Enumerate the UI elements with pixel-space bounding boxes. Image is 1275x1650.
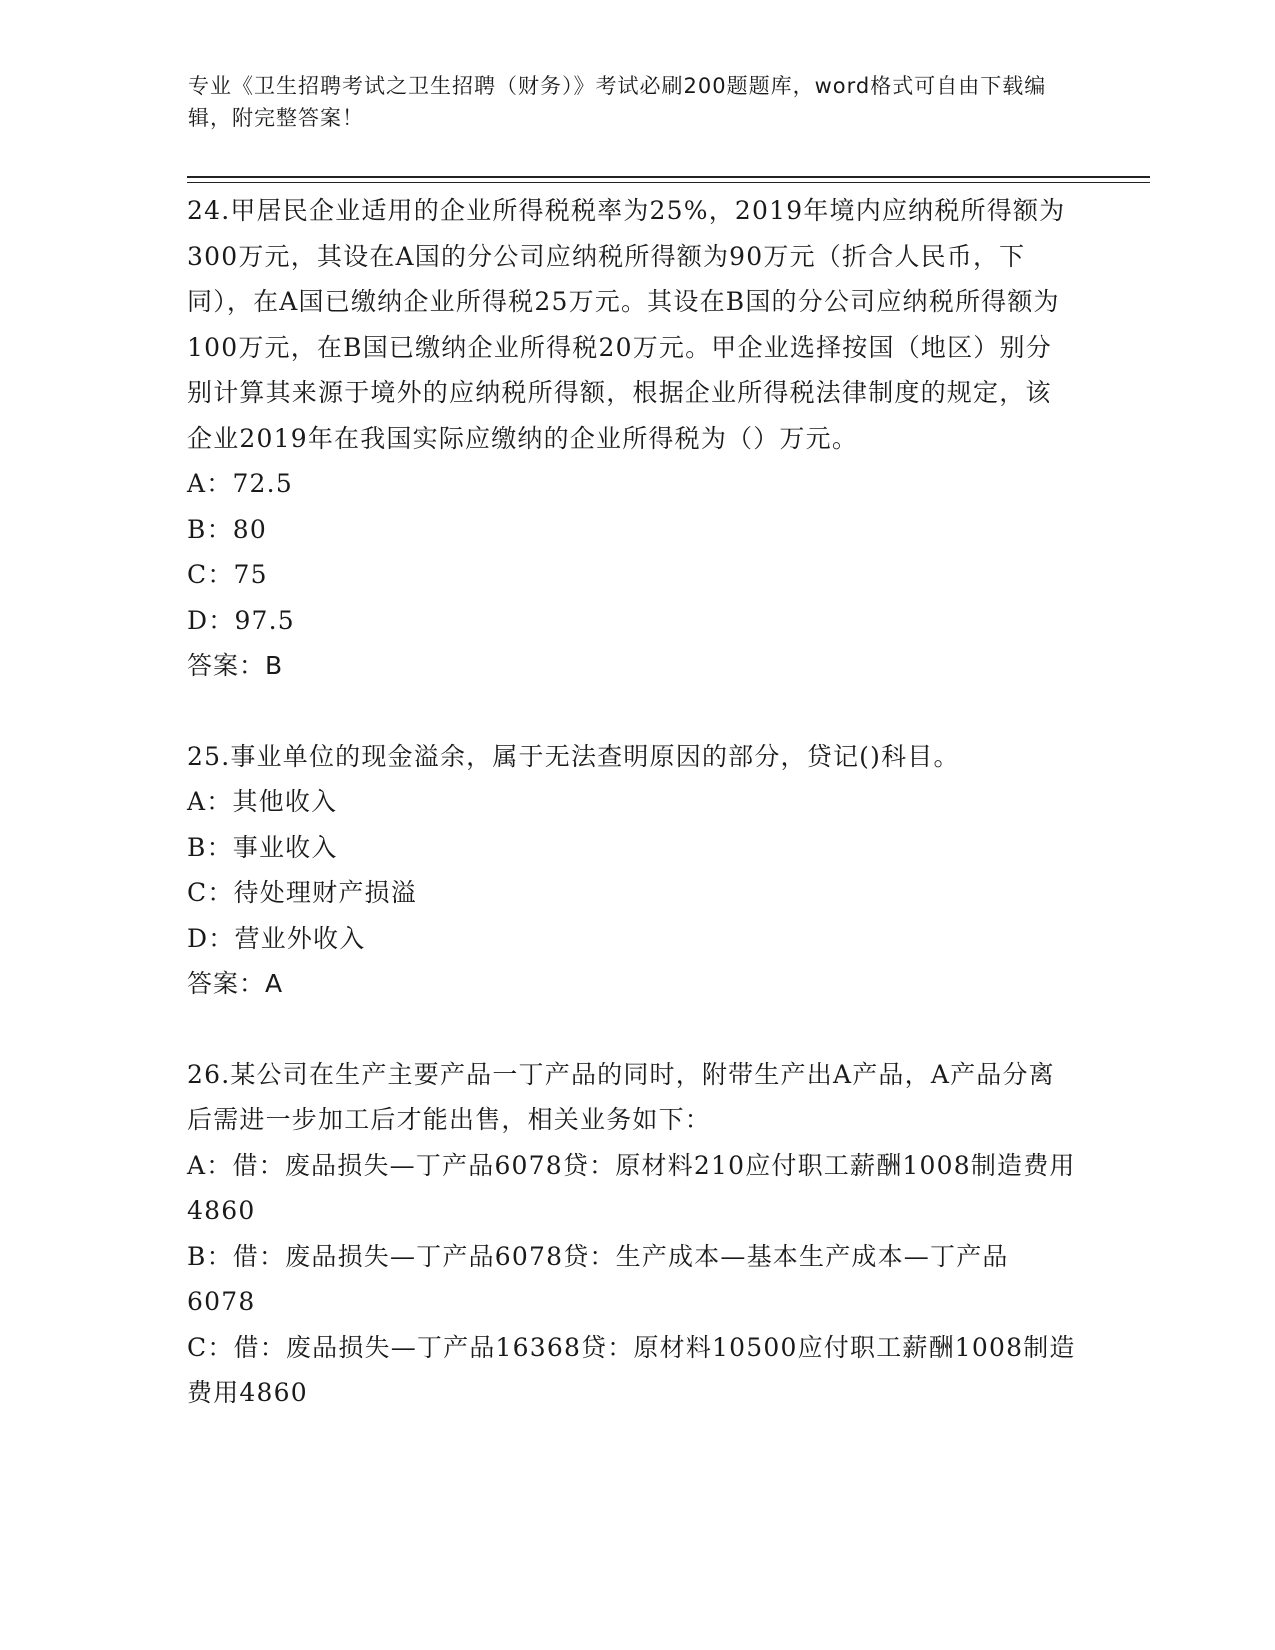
question-block bbox=[187, 1052, 1077, 1416]
question-list bbox=[187, 188, 1077, 1416]
question-stem: 26.某公司在生产主要产品一丁产品的同时，附带生产出A产品，A产品分离后需进一步加工后才能出售，相关业务如下： bbox=[187, 1059, 1055, 1134]
option-b: B：80 bbox=[187, 514, 267, 544]
question-stem: 24.甲居民企业适用的企业所得税税率为25%，2019年境内应纳税所得额为300万元，其设在A国的分公司应纳税所得额为90万元（折合人民币，下同），在A国已缴纳企业所得税25万元。其设在B国的分公司应纳税所得额为100万元，在B国已缴纳企业所得税20万元。甲企业选择按国（地区）别分别计算其来源于境外的应纳税所得额，根据企业所得税法律制度的规定，该企业2019年在我国实际应缴纳的企业所得税为（）万元。 bbox=[187, 196, 1066, 453]
option-d: D：97.5 bbox=[187, 605, 295, 635]
document-header: 专业《卫生招聘考试之卫生招聘（财务）》考试必刷200题题库，word格式可自由下载编辑，附完整答案！ bbox=[188, 74, 1047, 130]
option-a: A：其他收入 bbox=[187, 787, 338, 816]
question-stem: 25.事业单位的现金溢余，属于无法查明原因的部分，贷记()科目。 bbox=[187, 741, 960, 771]
option-d: D：营业外收入 bbox=[187, 923, 366, 953]
option-a: A：72.5 bbox=[187, 469, 293, 498]
answer-line: 答案：B bbox=[187, 651, 284, 680]
answer-line: 答案：A bbox=[187, 969, 284, 998]
header-rule-thin bbox=[187, 182, 1150, 183]
option-b: B：事业收入 bbox=[187, 832, 338, 862]
option-c: C：待处理财产损溢 bbox=[187, 878, 417, 907]
header-rule-thick bbox=[187, 176, 1150, 178]
question-block bbox=[187, 734, 1077, 1007]
option-c: C：借：废品损失—丁产品16368贷：原材料10500应付职工薪酬1008制造费用4860 bbox=[187, 1332, 1076, 1407]
option-b: B：借：废品损失—丁产品6078贷：生产成本—基本生产成本—丁产品6078 bbox=[187, 1241, 1009, 1316]
option-a: A：借：废品损失—丁产品6078贷：原材料210应付职工薪酬1008制造费用4860 bbox=[187, 1150, 1076, 1225]
option-c: C：75 bbox=[187, 560, 268, 589]
question-block bbox=[187, 188, 1077, 689]
